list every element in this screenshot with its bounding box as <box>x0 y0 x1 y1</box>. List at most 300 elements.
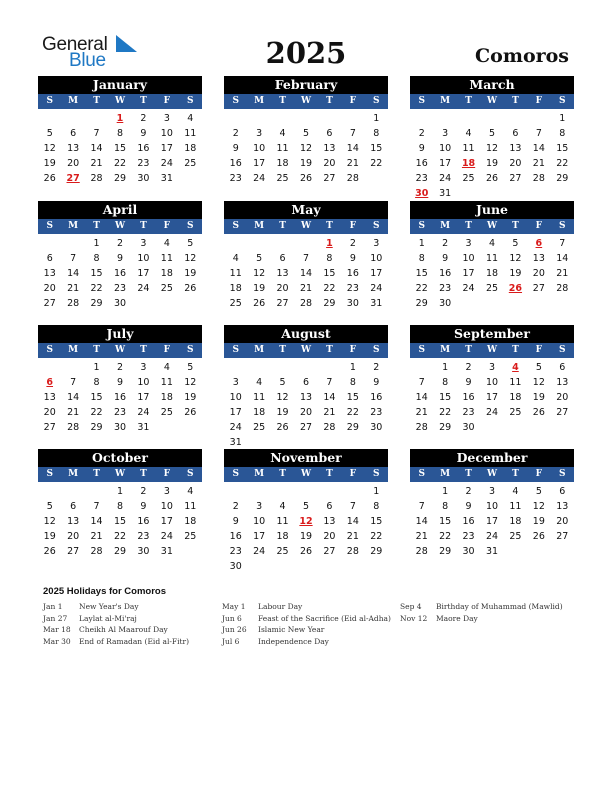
day[interactable]: 27 <box>67 546 80 557</box>
day[interactable]: 8 <box>116 128 124 139</box>
day[interactable]: 6 <box>70 501 77 512</box>
day[interactable]: 2 <box>232 501 239 512</box>
day[interactable]: 11 <box>276 516 289 527</box>
day[interactable]: 31 <box>229 437 242 448</box>
day[interactable]: 3 <box>256 128 263 139</box>
day[interactable]: 9 <box>373 377 380 388</box>
day[interactable]: 30 <box>462 422 475 433</box>
day[interactable]: 29 <box>323 298 336 309</box>
day[interactable]: 7 <box>326 377 333 388</box>
day[interactable]: 20 <box>556 392 569 403</box>
day[interactable]: 27 <box>323 173 336 184</box>
day[interactable]: 16 <box>113 392 127 403</box>
holiday-day[interactable]: 1 <box>116 113 124 124</box>
day[interactable]: 10 <box>439 143 452 154</box>
day[interactable]: 14 <box>346 516 359 527</box>
day[interactable]: 17 <box>485 516 499 527</box>
day[interactable]: 20 <box>299 407 313 418</box>
day[interactable]: 19 <box>299 531 313 542</box>
day[interactable]: 13 <box>43 268 56 279</box>
day[interactable]: 5 <box>488 128 496 139</box>
holiday-day[interactable]: 4 <box>512 362 519 373</box>
day[interactable]: 5 <box>535 486 542 497</box>
day[interactable]: 28 <box>67 422 80 433</box>
day[interactable]: 31 <box>485 546 499 557</box>
day[interactable]: 30 <box>137 173 150 184</box>
day[interactable]: 16 <box>439 268 452 279</box>
day[interactable]: 8 <box>442 377 449 388</box>
day[interactable]: 28 <box>346 173 359 184</box>
day[interactable]: 1 <box>116 486 124 497</box>
holiday-day[interactable]: 27 <box>66 173 80 184</box>
day[interactable]: 22 <box>90 407 103 418</box>
day[interactable]: 4 <box>163 238 170 249</box>
day[interactable]: 7 <box>559 238 566 249</box>
day[interactable]: 17 <box>253 158 266 169</box>
day[interactable]: 2 <box>140 486 147 497</box>
day[interactable]: 13 <box>67 143 80 154</box>
day[interactable]: 25 <box>509 407 522 418</box>
day[interactable]: 18 <box>184 143 197 154</box>
day[interactable]: 27 <box>509 173 522 184</box>
day[interactable]: 31 <box>160 546 173 557</box>
day[interactable]: 30 <box>346 298 359 309</box>
day[interactable]: 7 <box>418 501 425 512</box>
day[interactable]: 4 <box>187 113 194 124</box>
day[interactable]: 13 <box>532 253 545 264</box>
day[interactable]: 7 <box>535 128 542 139</box>
day[interactable]: 14 <box>90 516 103 527</box>
day[interactable]: 11 <box>509 501 522 512</box>
day[interactable]: 2 <box>116 362 124 373</box>
day[interactable]: 15 <box>439 516 452 527</box>
day[interactable]: 5 <box>256 253 263 264</box>
day[interactable]: 27 <box>323 546 336 557</box>
day[interactable]: 24 <box>160 158 173 169</box>
day[interactable]: 22 <box>323 283 336 294</box>
day[interactable]: 15 <box>346 392 359 403</box>
day[interactable]: 10 <box>253 516 266 527</box>
day[interactable]: 9 <box>140 128 147 139</box>
day[interactable]: 10 <box>160 128 173 139</box>
day[interactable]: 3 <box>163 486 170 497</box>
day[interactable]: 12 <box>43 516 56 527</box>
day[interactable]: 23 <box>137 158 150 169</box>
day[interactable]: 24 <box>439 173 452 184</box>
day[interactable]: 28 <box>67 298 80 309</box>
day[interactable]: 9 <box>442 253 449 264</box>
day[interactable]: 2 <box>465 486 472 497</box>
day[interactable]: 11 <box>509 377 522 388</box>
day[interactable]: 14 <box>532 143 545 154</box>
day[interactable]: 25 <box>160 407 173 418</box>
day[interactable]: 10 <box>137 377 150 388</box>
day[interactable]: 10 <box>462 253 475 264</box>
day[interactable]: 19 <box>485 158 499 169</box>
day[interactable]: 29 <box>113 546 127 557</box>
day[interactable]: 30 <box>370 422 383 433</box>
day[interactable]: 20 <box>276 283 289 294</box>
day[interactable]: 22 <box>370 158 383 169</box>
day[interactable]: 30 <box>113 422 127 433</box>
day[interactable]: 29 <box>346 422 359 433</box>
day[interactable]: 4 <box>465 128 472 139</box>
day[interactable]: 7 <box>93 128 100 139</box>
day[interactable]: 19 <box>43 158 56 169</box>
day[interactable]: 9 <box>418 143 425 154</box>
day[interactable]: 3 <box>163 113 170 124</box>
day[interactable]: 20 <box>67 158 80 169</box>
day[interactable]: 29 <box>415 298 428 309</box>
day[interactable]: 26 <box>532 407 545 418</box>
holiday-day[interactable]: 6 <box>46 377 54 388</box>
day[interactable]: 25 <box>253 422 266 433</box>
day[interactable]: 30 <box>137 546 150 557</box>
day[interactable]: 16 <box>229 158 242 169</box>
day[interactable]: 14 <box>415 516 428 527</box>
day[interactable]: 28 <box>415 422 428 433</box>
day[interactable]: 19 <box>184 392 197 403</box>
day[interactable]: 31 <box>439 188 452 199</box>
day[interactable]: 16 <box>462 392 475 403</box>
day[interactable]: 14 <box>90 143 103 154</box>
day[interactable]: 1 <box>373 486 380 497</box>
holiday-day[interactable]: 30 <box>415 188 429 199</box>
day[interactable]: 8 <box>326 253 333 264</box>
day[interactable]: 20 <box>43 407 56 418</box>
day[interactable]: 29 <box>90 298 103 309</box>
day[interactable]: 22 <box>370 531 383 542</box>
day[interactable]: 19 <box>532 516 545 527</box>
day[interactable]: 14 <box>323 392 336 403</box>
day[interactable]: 15 <box>370 516 383 527</box>
day[interactable]: 29 <box>556 173 569 184</box>
day[interactable]: 25 <box>184 531 197 542</box>
day[interactable]: 26 <box>253 298 266 309</box>
day[interactable]: 22 <box>113 158 127 169</box>
day[interactable]: 11 <box>229 268 242 279</box>
day[interactable]: 23 <box>462 407 475 418</box>
day[interactable]: 9 <box>465 377 472 388</box>
day[interactable]: 23 <box>113 407 127 418</box>
day[interactable]: 3 <box>140 238 147 249</box>
day[interactable]: 22 <box>439 531 452 542</box>
day[interactable]: 8 <box>93 253 100 264</box>
day[interactable]: 12 <box>299 143 313 154</box>
day[interactable]: 9 <box>465 501 472 512</box>
day[interactable]: 1 <box>373 113 380 124</box>
day[interactable]: 8 <box>373 128 380 139</box>
day[interactable]: 28 <box>556 283 569 294</box>
day[interactable]: 15 <box>415 268 428 279</box>
day[interactable]: 13 <box>509 143 522 154</box>
day[interactable]: 10 <box>160 501 173 512</box>
day[interactable]: 7 <box>418 377 425 388</box>
day[interactable]: 22 <box>113 531 127 542</box>
day[interactable]: 29 <box>439 422 452 433</box>
day[interactable]: 19 <box>532 392 545 403</box>
day[interactable]: 13 <box>556 377 569 388</box>
day[interactable]: 1 <box>442 486 449 497</box>
day[interactable]: 20 <box>323 531 336 542</box>
day[interactable]: 3 <box>465 238 472 249</box>
day[interactable]: 15 <box>113 143 127 154</box>
day[interactable]: 18 <box>229 283 242 294</box>
day[interactable]: 14 <box>67 392 80 403</box>
day[interactable]: 11 <box>184 501 197 512</box>
day[interactable]: 3 <box>488 486 496 497</box>
day[interactable]: 21 <box>323 407 336 418</box>
day[interactable]: 18 <box>276 531 289 542</box>
holiday-day[interactable]: 1 <box>326 238 333 249</box>
day[interactable]: 15 <box>370 143 383 154</box>
day[interactable]: 19 <box>253 283 266 294</box>
day[interactable]: 16 <box>229 531 242 542</box>
day[interactable]: 5 <box>187 362 194 373</box>
day[interactable]: 15 <box>439 392 452 403</box>
day[interactable]: 3 <box>232 377 239 388</box>
day[interactable]: 27 <box>276 298 289 309</box>
day[interactable]: 21 <box>346 531 359 542</box>
day[interactable]: 19 <box>43 531 56 542</box>
day[interactable]: 11 <box>160 377 173 388</box>
day[interactable]: 18 <box>276 158 289 169</box>
holiday-day[interactable]: 26 <box>508 283 523 294</box>
day[interactable]: 8 <box>418 253 425 264</box>
day[interactable]: 13 <box>67 516 80 527</box>
day[interactable]: 10 <box>485 501 499 512</box>
day[interactable]: 24 <box>137 407 150 418</box>
day[interactable]: 5 <box>279 377 286 388</box>
day[interactable]: 27 <box>43 298 56 309</box>
day[interactable]: 29 <box>90 422 103 433</box>
day[interactable]: 26 <box>532 531 545 542</box>
day[interactable]: 16 <box>415 158 428 169</box>
day[interactable]: 31 <box>370 298 383 309</box>
day[interactable]: 10 <box>137 253 150 264</box>
day[interactable]: 15 <box>556 143 569 154</box>
day[interactable]: 3 <box>256 501 263 512</box>
day[interactable]: 2 <box>349 238 356 249</box>
day[interactable]: 15 <box>113 516 127 527</box>
day[interactable]: 26 <box>184 283 197 294</box>
day[interactable]: 7 <box>302 253 310 264</box>
day[interactable]: 9 <box>140 501 147 512</box>
day[interactable]: 20 <box>509 158 522 169</box>
day[interactable]: 20 <box>556 516 569 527</box>
day[interactable]: 26 <box>485 173 499 184</box>
holiday-day[interactable]: 6 <box>535 238 543 249</box>
day[interactable]: 26 <box>299 173 313 184</box>
day[interactable]: 6 <box>559 486 566 497</box>
day[interactable]: 21 <box>67 283 80 294</box>
day[interactable]: 24 <box>370 283 383 294</box>
day[interactable]: 11 <box>160 253 173 264</box>
day[interactable]: 30 <box>439 298 452 309</box>
day[interactable]: 20 <box>43 283 56 294</box>
day[interactable]: 15 <box>90 392 103 403</box>
day[interactable]: 15 <box>323 268 336 279</box>
day[interactable]: 23 <box>229 173 242 184</box>
day[interactable]: 17 <box>253 531 266 542</box>
holiday-day[interactable]: 12 <box>299 516 313 527</box>
day[interactable]: 31 <box>137 422 150 433</box>
day[interactable]: 25 <box>276 546 289 557</box>
day[interactable]: 2 <box>442 238 449 249</box>
day[interactable]: 27 <box>532 283 545 294</box>
day[interactable]: 21 <box>346 158 359 169</box>
day[interactable]: 27 <box>556 407 569 418</box>
day[interactable]: 12 <box>184 253 197 264</box>
day[interactable]: 23 <box>439 283 452 294</box>
day[interactable]: 11 <box>485 253 499 264</box>
day[interactable]: 19 <box>299 158 313 169</box>
day[interactable]: 19 <box>509 268 522 279</box>
day[interactable]: 23 <box>113 283 127 294</box>
day[interactable]: 20 <box>67 531 80 542</box>
day[interactable]: 28 <box>415 546 428 557</box>
day[interactable]: 24 <box>485 531 499 542</box>
day[interactable]: 5 <box>46 128 53 139</box>
day[interactable]: 16 <box>346 268 359 279</box>
day[interactable]: 6 <box>512 128 519 139</box>
day[interactable]: 26 <box>276 422 289 433</box>
day[interactable]: 17 <box>462 268 475 279</box>
day[interactable]: 25 <box>184 158 197 169</box>
day[interactable]: 11 <box>276 143 289 154</box>
day[interactable]: 23 <box>370 407 383 418</box>
day[interactable]: 6 <box>46 253 53 264</box>
day[interactable]: 24 <box>229 422 242 433</box>
day[interactable]: 7 <box>349 501 356 512</box>
day[interactable]: 18 <box>160 392 173 403</box>
day[interactable]: 2 <box>232 128 239 139</box>
day[interactable]: 18 <box>509 516 522 527</box>
day[interactable]: 7 <box>70 377 77 388</box>
day[interactable]: 8 <box>442 501 449 512</box>
day[interactable]: 5 <box>187 238 194 249</box>
day[interactable]: 22 <box>556 158 569 169</box>
day[interactable]: 13 <box>556 501 569 512</box>
day[interactable]: 2 <box>418 128 425 139</box>
day[interactable]: 24 <box>485 407 499 418</box>
day[interactable]: 15 <box>90 268 103 279</box>
day[interactable]: 13 <box>323 143 336 154</box>
day[interactable]: 14 <box>415 392 428 403</box>
day[interactable]: 25 <box>160 283 173 294</box>
day[interactable]: 11 <box>462 143 475 154</box>
day[interactable]: 6 <box>279 253 286 264</box>
day[interactable]: 13 <box>323 516 336 527</box>
day[interactable]: 17 <box>485 392 499 403</box>
day[interactable]: 18 <box>160 268 173 279</box>
holiday-day[interactable]: 18 <box>461 158 476 169</box>
day[interactable]: 30 <box>229 561 242 572</box>
day[interactable]: 14 <box>67 268 80 279</box>
day[interactable]: 26 <box>299 546 313 557</box>
day[interactable]: 1 <box>349 362 356 373</box>
day[interactable]: 24 <box>253 546 266 557</box>
day[interactable]: 17 <box>137 392 150 403</box>
day[interactable]: 20 <box>532 268 545 279</box>
day[interactable]: 6 <box>326 128 333 139</box>
day[interactable]: 9 <box>232 143 239 154</box>
day[interactable]: 16 <box>462 516 475 527</box>
day[interactable]: 9 <box>116 377 124 388</box>
day[interactable]: 21 <box>415 531 428 542</box>
day[interactable]: 4 <box>163 362 170 373</box>
day[interactable]: 2 <box>373 362 380 373</box>
day[interactable]: 27 <box>299 422 313 433</box>
day[interactable]: 3 <box>140 362 147 373</box>
day[interactable]: 2 <box>116 238 124 249</box>
day[interactable]: 21 <box>299 283 313 294</box>
day[interactable]: 12 <box>43 143 56 154</box>
day[interactable]: 6 <box>326 501 333 512</box>
day[interactable]: 5 <box>46 501 53 512</box>
day[interactable]: 2 <box>465 362 472 373</box>
day[interactable]: 16 <box>137 143 150 154</box>
day[interactable]: 18 <box>485 268 499 279</box>
day[interactable]: 11 <box>253 392 266 403</box>
day[interactable]: 10 <box>485 377 499 388</box>
day[interactable]: 23 <box>137 531 150 542</box>
day[interactable]: 1 <box>559 113 566 124</box>
day[interactable]: 24 <box>462 283 475 294</box>
day[interactable]: 17 <box>137 268 150 279</box>
day[interactable]: 11 <box>184 128 197 139</box>
day[interactable]: 23 <box>346 283 359 294</box>
day[interactable]: 18 <box>253 407 266 418</box>
day[interactable]: 8 <box>373 501 380 512</box>
day[interactable]: 8 <box>93 377 100 388</box>
day[interactable]: 12 <box>184 377 197 388</box>
day[interactable]: 23 <box>229 546 242 557</box>
day[interactable]: 12 <box>276 392 289 403</box>
day[interactable]: 14 <box>346 143 359 154</box>
day[interactable]: 20 <box>323 158 336 169</box>
day[interactable]: 5 <box>512 238 519 249</box>
day[interactable]: 12 <box>532 377 545 388</box>
day[interactable]: 19 <box>184 268 197 279</box>
day[interactable]: 4 <box>232 253 239 264</box>
day[interactable]: 8 <box>116 501 124 512</box>
day[interactable]: 29 <box>370 546 383 557</box>
day[interactable]: 12 <box>485 143 499 154</box>
day[interactable]: 21 <box>532 158 545 169</box>
day[interactable]: 28 <box>346 546 359 557</box>
day[interactable]: 12 <box>509 253 522 264</box>
day[interactable]: 1 <box>418 238 425 249</box>
day[interactable]: 5 <box>302 128 310 139</box>
day[interactable]: 13 <box>43 392 56 403</box>
day[interactable]: 4 <box>187 486 194 497</box>
day[interactable]: 25 <box>509 531 522 542</box>
day[interactable]: 25 <box>485 283 499 294</box>
day[interactable]: 25 <box>229 298 242 309</box>
day[interactable]: 22 <box>415 283 428 294</box>
day[interactable]: 13 <box>299 392 313 403</box>
day[interactable]: 10 <box>370 253 383 264</box>
day[interactable]: 12 <box>532 501 545 512</box>
day[interactable]: 7 <box>349 128 356 139</box>
day[interactable]: 28 <box>299 298 313 309</box>
day[interactable]: 10 <box>253 143 266 154</box>
day[interactable]: 1 <box>442 362 449 373</box>
day[interactable]: 8 <box>349 377 356 388</box>
day[interactable]: 23 <box>415 173 428 184</box>
day[interactable]: 9 <box>232 516 239 527</box>
